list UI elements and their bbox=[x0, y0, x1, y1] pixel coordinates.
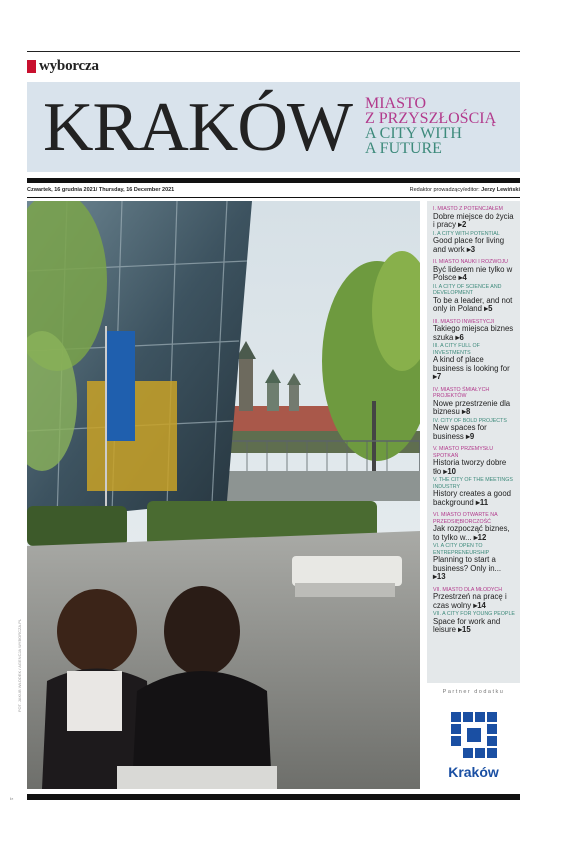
toc-title-en bbox=[433, 297, 515, 314]
toc-title-pl bbox=[433, 325, 515, 342]
toc-title-en bbox=[433, 556, 515, 582]
toc-section-pl: IV. MIASTO ŚMIAŁYCH PROJEKTÓW bbox=[433, 386, 490, 399]
masthead-title: KRAKÓW bbox=[43, 89, 352, 166]
bottom-rule bbox=[27, 794, 520, 800]
toc-title-pl bbox=[433, 593, 515, 610]
photo-credit: FOT. JAKUB WŁODEK / AGENCJA WYBORCZA.PL bbox=[17, 618, 22, 712]
toc-page-ref: ▸7 bbox=[433, 372, 442, 381]
toc-section-pl: III. MIASTO INWESTYCJI bbox=[433, 318, 495, 325]
brand-name: wyborcza bbox=[39, 57, 99, 74]
editor-credit bbox=[410, 187, 520, 193]
masthead-subtitle bbox=[365, 96, 496, 156]
toc-title-en-text: A kind of place business is looking for bbox=[433, 355, 510, 373]
toc-item-7[interactable] bbox=[433, 587, 515, 635]
toc-title-pl-text: Jak rozpocząć biznes, to tylko w... bbox=[433, 524, 510, 542]
toc-section-en: VII. A CITY FOR YOUNG PEOPLE bbox=[433, 611, 515, 617]
toc-page-ref: ▸14 bbox=[473, 600, 486, 610]
subtitle-pl-line2: Z PRZYSZŁOŚCIĄ bbox=[365, 110, 497, 127]
toc-page-ref: ▸10 bbox=[443, 466, 457, 476]
toc-title-en bbox=[433, 618, 515, 635]
toc-page-ref: ▸12 bbox=[473, 532, 487, 542]
toc-title-pl-text: Historia tworzy dobre tło bbox=[433, 458, 507, 476]
toc-item-6[interactable] bbox=[433, 512, 515, 582]
toc-title-pl-text: Być liderem nie tylko w Polsce bbox=[433, 264, 513, 282]
toc-title-pl bbox=[433, 525, 515, 542]
partner-label: Partner dodatku bbox=[442, 689, 505, 695]
page-number: I× bbox=[10, 796, 14, 801]
toc-title-en-text: To be a leader, and not only in Poland bbox=[433, 295, 513, 313]
top-rule bbox=[27, 51, 520, 52]
toc-section-pl: V. MIASTO PRZEMYSŁU SPOTKAŃ bbox=[433, 446, 494, 459]
toc-item-1[interactable] bbox=[433, 206, 515, 254]
subtitle-pl-line1: MIASTO bbox=[365, 95, 427, 112]
toc-title-pl bbox=[433, 400, 515, 417]
editor-label: Redaktor prowadzący/editor: bbox=[409, 187, 480, 193]
toc-title-pl bbox=[433, 266, 515, 283]
editor-name: Jerzy Lewiński bbox=[481, 187, 520, 193]
toc-section-pl: VII. MIASTO DLA MŁODYCH bbox=[433, 586, 503, 593]
table-of-contents bbox=[427, 201, 520, 683]
issue-date: Czwartek, 16 grudnia 2021/ Thursday, 16 December 2021 bbox=[27, 187, 175, 193]
toc-section-en: II. A CITY OF SCIENCE AND DEVELOPMENT bbox=[433, 283, 502, 296]
toc-title-pl-text: Dobre miejsce do życia i pracy bbox=[433, 211, 514, 229]
toc-section-pl: VI. MIASTO OTWARTE NA PRZEDSIĘBIORCZOŚĆ bbox=[433, 512, 498, 525]
subtitle-en-line1: A CITY WITH bbox=[365, 125, 462, 142]
toc-page-ref: ▸15 bbox=[458, 625, 471, 634]
toc-page-ref: ▸8 bbox=[462, 407, 471, 416]
toc-item-4[interactable] bbox=[433, 387, 515, 442]
toc-page-ref: ▸9 bbox=[465, 431, 475, 441]
toc-item-3[interactable] bbox=[433, 319, 515, 382]
masthead bbox=[27, 82, 520, 172]
toc-section-en: I. A CITY WITH POTENTIAL bbox=[433, 230, 500, 237]
cover-photo-illustration bbox=[27, 201, 420, 789]
toc-section-pl: II. MIASTO NAUKI I ROZWOJU bbox=[433, 259, 508, 265]
partner-logo-text: Kraków bbox=[448, 764, 499, 780]
toc-title-pl-text: Przestrzeń na pracę i czas wolny bbox=[433, 592, 507, 610]
brand-logo[interactable] bbox=[27, 58, 99, 74]
toc-page-ref: ▸5 bbox=[484, 304, 493, 313]
toc-page-ref: ▸6 bbox=[455, 332, 464, 342]
toc-section-pl: I. MIASTO Z POTENCJAŁEM bbox=[433, 206, 503, 212]
partner-logo[interactable] bbox=[427, 702, 520, 787]
toc-section-en: V. THE CITY OF THE MEETINGS INDUSTRY bbox=[433, 477, 513, 490]
toc-title-pl-text: Takiego miejsca biznes szuka bbox=[433, 324, 514, 342]
brand-square-icon bbox=[27, 60, 36, 73]
toc-page-ref: ▸11 bbox=[475, 497, 489, 507]
toc-item-2[interactable] bbox=[433, 259, 515, 314]
toc-title-en-text: New spaces for business bbox=[433, 423, 487, 441]
subtitle-en-line2: A FUTURE bbox=[365, 140, 442, 157]
toc-section-en: III. A CITY FULL OF INVESTMENTS bbox=[433, 343, 480, 356]
toc-title-en bbox=[433, 356, 515, 382]
toc-title-pl bbox=[433, 213, 515, 230]
toc-section-en: IV. CITY OF BOLD PROJECTS bbox=[433, 417, 507, 424]
toc-title-en bbox=[433, 490, 515, 507]
toc-title-en-text: Planning to start a business? Only in... bbox=[433, 555, 502, 573]
toc-item-5[interactable] bbox=[433, 446, 515, 507]
toc-title-en-text: Space for work and leisure bbox=[433, 616, 501, 634]
toc-title-en bbox=[433, 424, 515, 441]
toc-title-pl bbox=[433, 459, 515, 476]
cover-photo bbox=[27, 201, 420, 789]
toc-page-ref: ▸4 bbox=[458, 273, 467, 282]
toc-page-ref: ▸3 bbox=[466, 244, 476, 254]
toc-title-pl-text: Nowe przestrzenie dla biznesu bbox=[433, 398, 511, 416]
toc-page-ref: ▸13 bbox=[433, 572, 446, 581]
toc-page-ref: ▸2 bbox=[458, 220, 467, 229]
toc-title-en-text: Good place for living and work bbox=[433, 236, 505, 254]
toc-title-en bbox=[433, 237, 515, 254]
krakow-city-logo-icon bbox=[427, 702, 520, 762]
toc-section-en: VI. A CITY OPEN TO ENTREPRENEURSHIP bbox=[433, 543, 490, 556]
dateline bbox=[27, 178, 520, 198]
toc-title-en-text: History creates a good background bbox=[433, 489, 512, 507]
